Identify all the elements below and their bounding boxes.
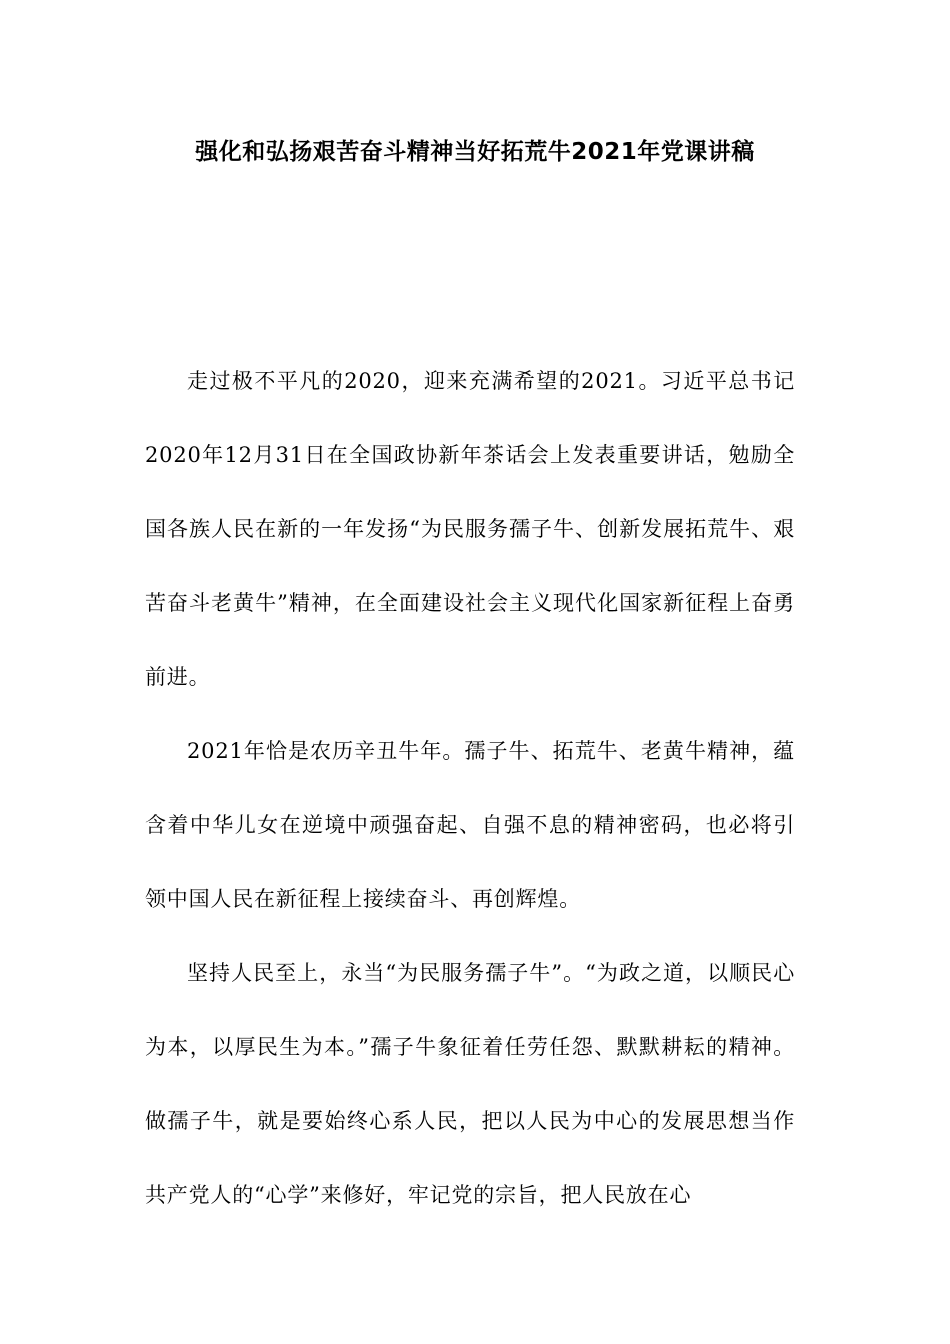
paragraph-1: 走过极不平凡的2020，迎来充满希望的2021。习近平总书记2020年12月31日在全国政协新年茶话会上发表重要讲话，勉励全国各族人民在新的一年发扬“为民服务孺子牛、创新发展拓荒牛、艰苦奋斗老黄牛”精神，在全面建设社会主义现代化国家新征程上奋勇前进。 (145, 369, 795, 689)
paragraph-3: 坚持人民至上，永当“为民服务孺子牛”。“为政之道，以顺民心为本，以厚民生为本。”孺子牛象征着任劳任怨、默默耕耘的精神。做孺子牛，就是要始终心系人民，把以人民为中心的发展思想当作共产党人的“心学”来修好，牢记党的宗旨，把人民放在心 (145, 961, 795, 1207)
document-title: 强化和弘扬艰苦奋斗精神当好拓荒牛2021年党课讲稿 (195, 139, 755, 165)
paragraph-2: 2021年恰是农历辛丑牛年。孺子牛、拓荒牛、老黄牛精神，蕴含着中华儿女在逆境中顽强奋起、自强不息的精神密码，也必将引领中国人民在新征程上接续奋斗、再创辉煌。 (145, 739, 795, 911)
document-body (145, 344, 795, 1232)
